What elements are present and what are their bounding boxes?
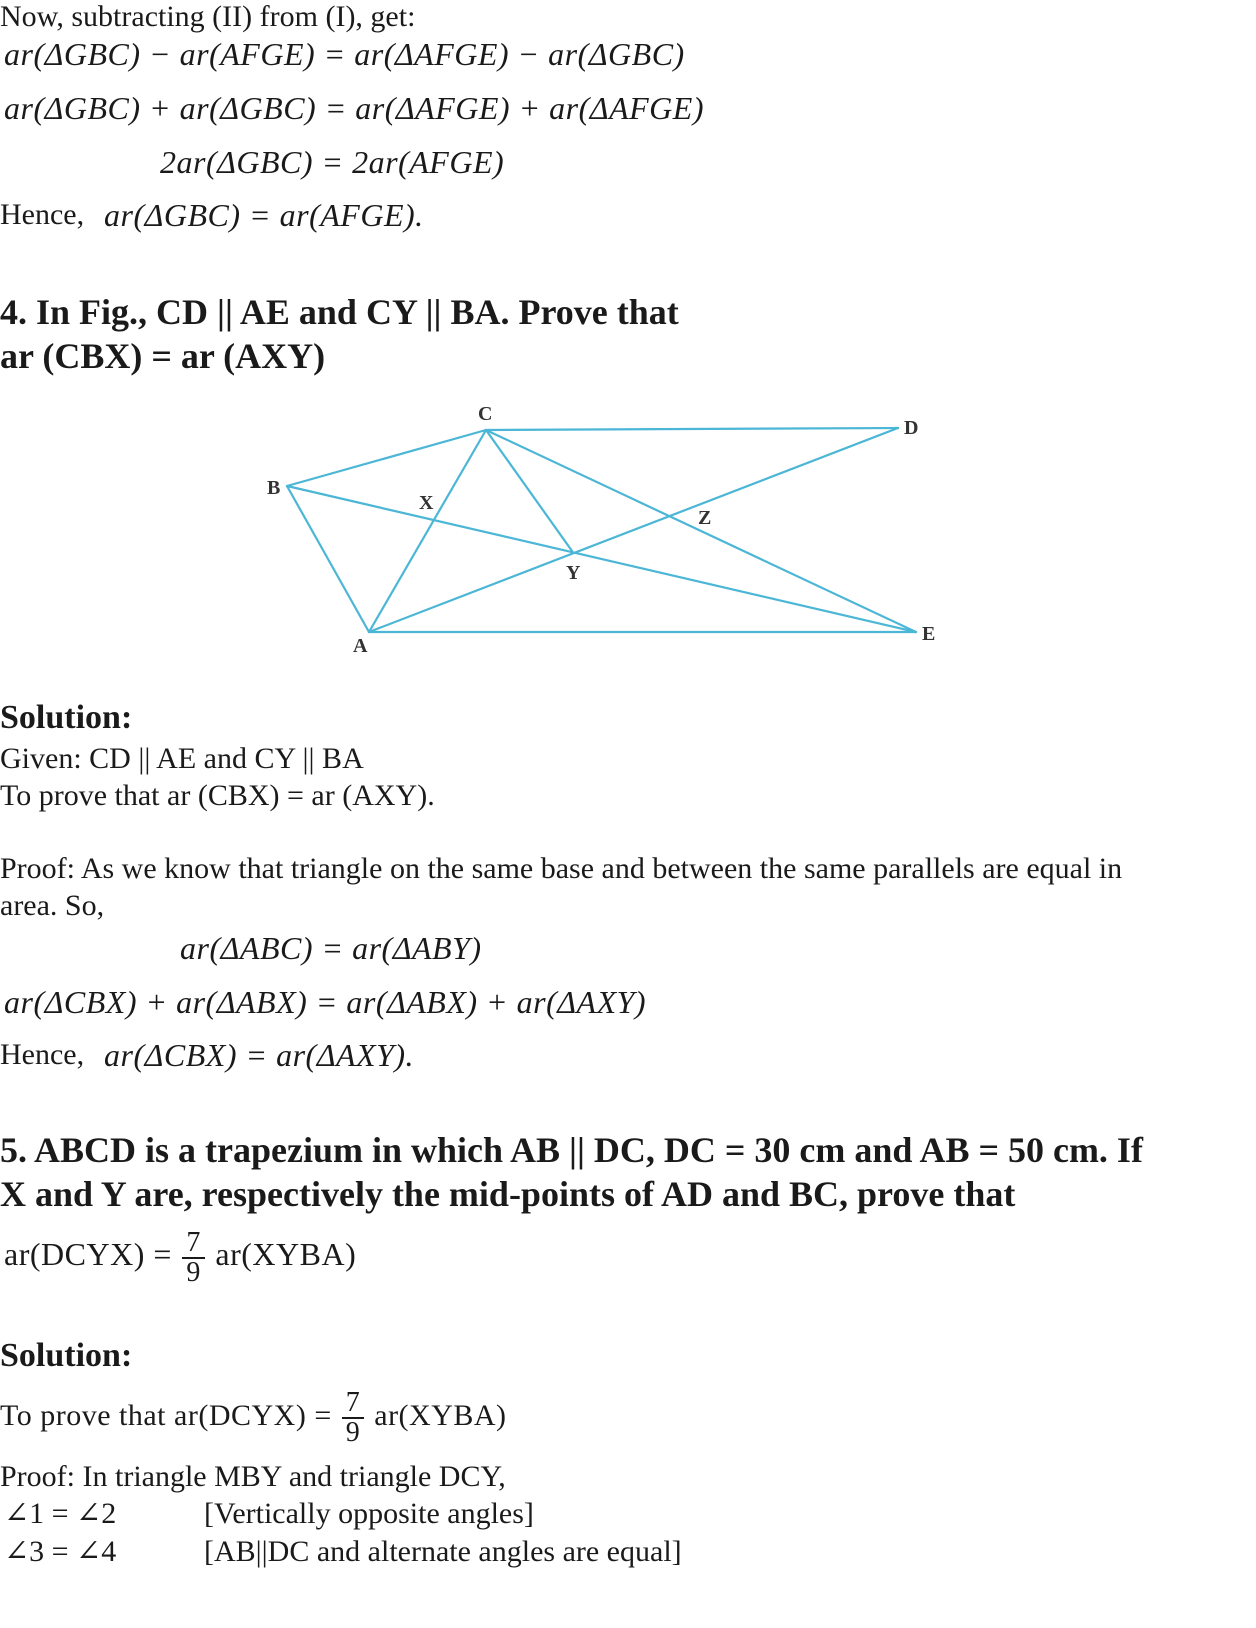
segment-CE (486, 430, 916, 632)
q5-proof-intro: Proof: In triangle MBY and triangle DCY, (0, 1460, 506, 1493)
q4-title-line1: 4. In Fig., CD || AE and CY || BA. Prove that (0, 292, 679, 332)
q5-step-1 (4, 1497, 1204, 1531)
label-point-B: B (267, 477, 281, 499)
label-point-Y: Y (566, 562, 581, 584)
prev-equation-1: ar(ΔGBC) − ar(AFGE) = ar(ΔAFGE) − ar(ΔGBC) (4, 36, 685, 72)
q5-step1-reason: [Vertically opposite angles] (204, 1497, 534, 1530)
q5-step-2 (4, 1535, 1204, 1569)
q5-stmt-left: ar(DCYX) = (4, 1236, 172, 1272)
label-point-D: D (904, 417, 919, 439)
q4-proof-line2: area. So, (0, 889, 105, 922)
label-point-X: X (419, 492, 434, 514)
segment-BC (287, 430, 486, 486)
q4-hence-label: Hence, (0, 1038, 85, 1071)
q4-hence-equation: ar(ΔCBX) = ar(ΔAXY). (104, 1037, 415, 1073)
segment-AB (287, 486, 369, 632)
q4-figure (0, 395, 1256, 665)
q5-to-prove-frac-num: 7 (342, 1389, 365, 1419)
segment-CD (486, 428, 898, 430)
q5-to-prove (0, 1384, 507, 1448)
q5-title-line2: X and Y are, respectively the mid-points of AD and BC, prove that (0, 1174, 1016, 1214)
q4-to-prove: To prove that ar (CBX) = ar (AXY). (0, 779, 435, 812)
q5-to-prove-label: To prove that (0, 1399, 167, 1432)
q5-step2-reason: [AB||DC and alternate angles are equal] (204, 1535, 682, 1568)
previous-intro: Now, subtracting (II) from (I), get: (0, 0, 416, 33)
label-point-A: A (353, 635, 368, 657)
prev-hence-equation: ar(ΔGBC) = ar(AFGE). (104, 197, 424, 233)
label-point-C: C (478, 403, 493, 425)
q5-to-prove-left: ar(DCYX) = (174, 1399, 332, 1432)
segment-AC (369, 430, 486, 632)
prev-hence-label: Hence, (0, 198, 85, 231)
q5-step1-eq: ∠1 = ∠2 (4, 1497, 117, 1530)
prev-equation-3: 2ar(ΔGBC) = 2ar(AFGE) (160, 144, 505, 180)
q4-solution-label: Solution: (0, 699, 133, 736)
q4-title-line2: ar (CBX) = ar (AXY) (0, 336, 326, 376)
q4-equation-2: ar(ΔCBX) + ar(ΔABX) = ar(ΔABX) + ar(ΔAXY) (4, 984, 647, 1020)
q4-equation-1: ar(ΔABC) = ar(ΔABY) (180, 930, 482, 966)
q5-frac-num: 7 (182, 1229, 205, 1259)
q5-fraction (182, 1226, 205, 1288)
q5-to-prove-frac-den: 9 (345, 1417, 361, 1449)
q4-given: Given: CD || AE and CY || BA (0, 742, 364, 775)
q5-solution-label: Solution: (0, 1337, 133, 1374)
q5-frac-den: 9 (186, 1256, 201, 1288)
prev-equation-2: ar(ΔGBC) + ar(ΔGBC) = ar(ΔAFGE) + ar(ΔAFGE) (4, 90, 704, 126)
segment-AD (369, 428, 898, 632)
q5-stmt-right: ar(XYBA) (215, 1236, 357, 1272)
q5-to-prove-fraction (342, 1389, 365, 1447)
q5-statement (4, 1222, 356, 1287)
q5-title-line1: 5. ABCD is a trapezium in which AB || DC, DC = 30 cm and AB = 50 cm. If (0, 1130, 1143, 1170)
label-point-Z: Z (698, 507, 712, 529)
q5-step2-eq: ∠3 = ∠4 (4, 1535, 117, 1568)
q5-to-prove-right: ar(XYBA) (374, 1399, 507, 1432)
label-point-E: E (922, 623, 936, 645)
q4-proof-line1: Proof: As we know that triangle on the same base and between the same parallels are equal in (0, 852, 1123, 885)
segment-CY (486, 430, 572, 551)
